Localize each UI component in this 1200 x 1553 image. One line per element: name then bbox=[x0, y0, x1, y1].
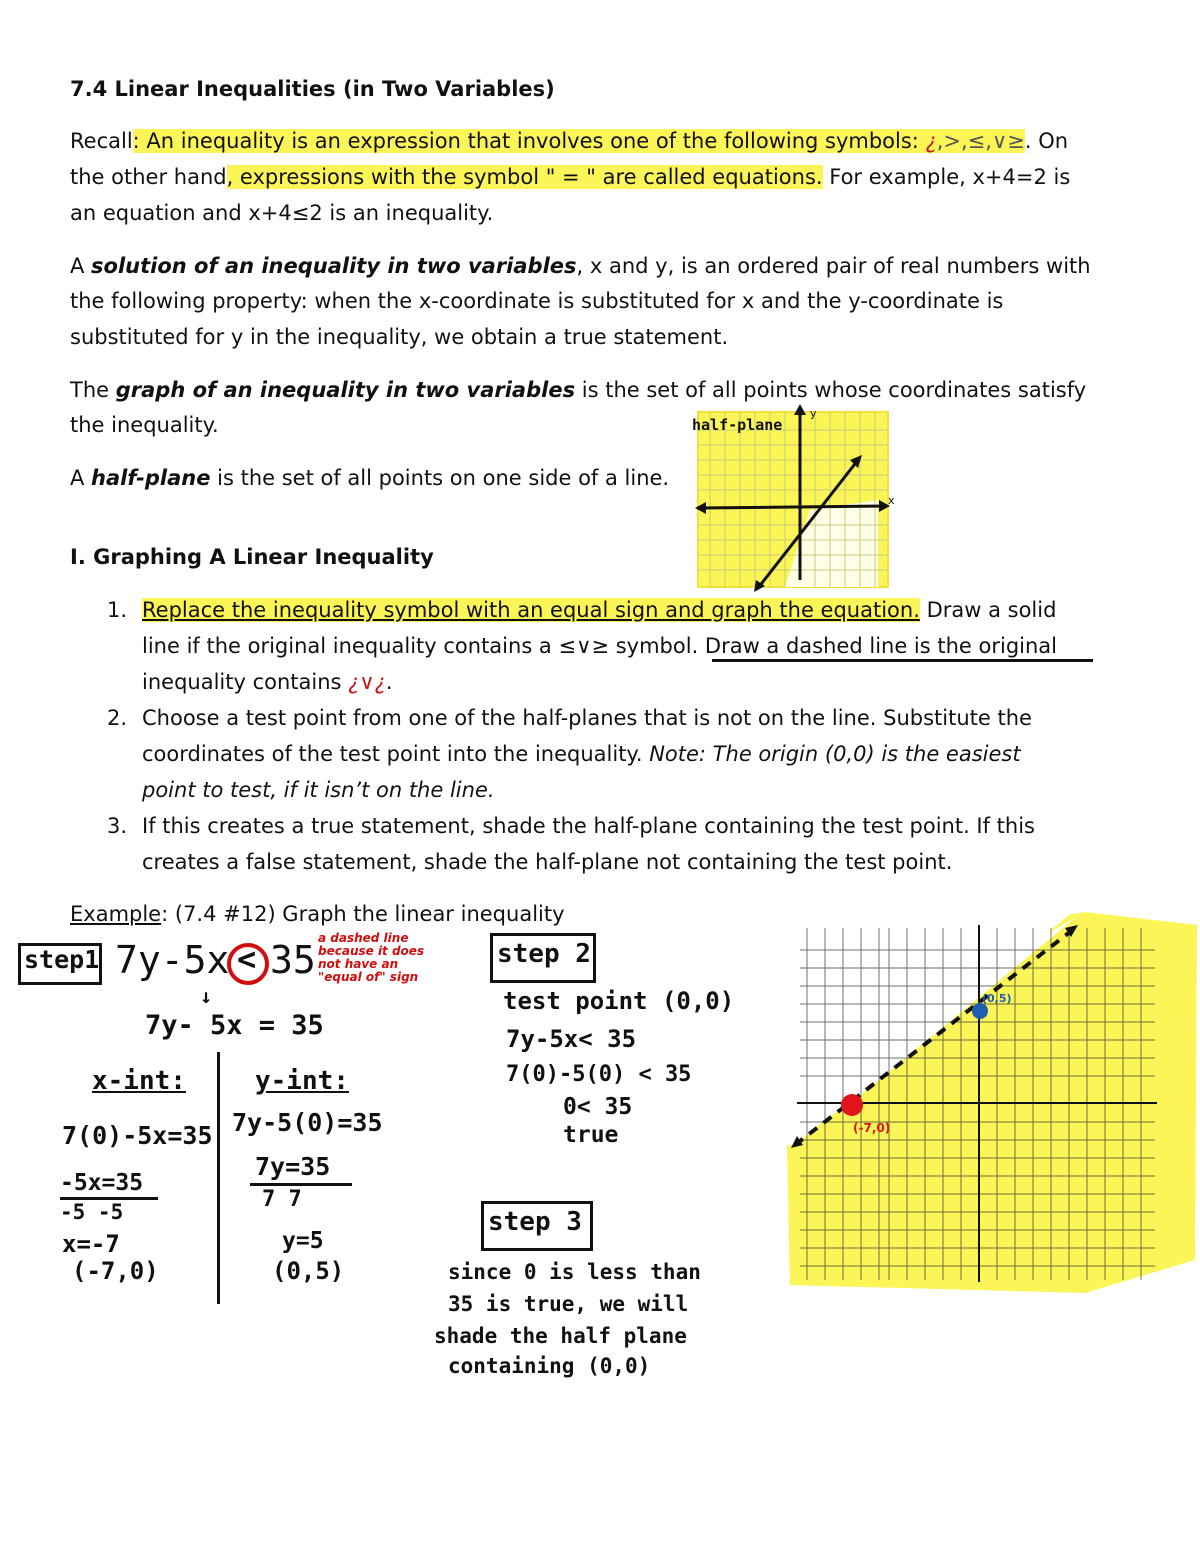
graph-def-term: graph of an inequality in two variables bbox=[115, 378, 576, 402]
example-graph bbox=[785, 910, 1200, 1295]
small-x-label: x bbox=[888, 494, 895, 507]
step-1-number: 1. bbox=[107, 598, 128, 622]
half-plane-graph bbox=[690, 400, 900, 595]
page-title: 7.4 Linear Inequalities (in Two Variables) bbox=[70, 77, 555, 101]
step3-line-3: shade the half plane bbox=[434, 1324, 687, 1348]
solution-post: , x and y, is an ordered pair of real numbers with bbox=[576, 254, 1091, 278]
section-title: I. Graphing A Linear Inequality bbox=[70, 545, 434, 569]
inequality-symbol: < bbox=[237, 940, 257, 978]
recall-l2-post: For example, x+4=2 is bbox=[822, 165, 1071, 189]
step-1-l3-pre: inequality contains bbox=[142, 670, 349, 694]
recall-l2-pre: the other hand bbox=[70, 165, 227, 189]
step2-line-4: 0< 35 bbox=[563, 1094, 633, 1120]
y-intercept-point bbox=[972, 1003, 988, 1019]
solution-line-1 bbox=[70, 252, 1091, 280]
step-2-line-2 bbox=[142, 740, 1021, 768]
inequality-left: 7y-5x bbox=[115, 938, 230, 982]
step3-line-2: 35 is true, we will bbox=[448, 1292, 689, 1316]
dashed-line-note: a dashed line because it does not have an "equal of" sign bbox=[318, 931, 425, 984]
step-2-l2-pre: coordinates of the test point into the inequality. bbox=[142, 742, 650, 766]
recall-text: : An inequality is an expression that involves one of the following symbols: bbox=[132, 129, 926, 153]
solution-line-2: the following property: when the x-coordinate is substituted for x and the y-coordinate is bbox=[70, 289, 1004, 313]
step3-line-4: containing (0,0) bbox=[448, 1354, 651, 1378]
solution-pre: A bbox=[70, 254, 92, 278]
step-3-line-1: If this creates a true statement, shade the half-plane containing the test point. If this bbox=[142, 814, 1036, 838]
x-intercept-point bbox=[841, 1094, 863, 1116]
recall-symbols: ,>,≤,∨≥ bbox=[936, 129, 1025, 153]
step2-line-5: true bbox=[563, 1122, 619, 1148]
equation-line: 7y- 5x = 35 bbox=[145, 1010, 324, 1041]
recall-highlight bbox=[133, 129, 1025, 153]
recall-l2-highlight: , expressions with the symbol " = " are called equations. bbox=[226, 165, 823, 189]
step-1-l3-post: . bbox=[385, 670, 393, 694]
xint-line-4: x=-7 bbox=[62, 1230, 120, 1258]
inequality-right: 35 bbox=[270, 938, 316, 982]
step2-line-3: 7(0)-5(0) < 35 bbox=[506, 1062, 692, 1087]
xint-point: (-7,0) bbox=[72, 1257, 159, 1285]
yint-line-3: 7 7 bbox=[262, 1187, 302, 1212]
xint-line-1: 7(0)-5x=35 bbox=[62, 1121, 213, 1150]
step3-line-1: since 0 is less than bbox=[448, 1260, 701, 1284]
solution-line-3: substituted for y in the inequality, we obtain a true statement. bbox=[70, 325, 729, 349]
yint-title: y-int: bbox=[255, 1066, 349, 1096]
example-label: Example bbox=[70, 902, 162, 926]
yint-point: (0,5) bbox=[272, 1257, 345, 1285]
step2-line-2: 7y-5x< 35 bbox=[506, 1025, 637, 1053]
graph-def-line-2: the inequality. bbox=[70, 413, 219, 437]
dashed-rule-underline bbox=[712, 659, 1093, 662]
step1-label: step1 bbox=[24, 945, 100, 974]
y-axis-arrow bbox=[794, 404, 806, 415]
recall-label: Recall bbox=[70, 129, 133, 153]
step2-line-1: test point (0,0) bbox=[503, 987, 735, 1015]
step-2-line-3: point to test, if it isn’t on the line. bbox=[142, 778, 495, 802]
step3-label: step 3 bbox=[488, 1207, 582, 1237]
yint-fraction-bar bbox=[250, 1183, 352, 1186]
small-y-label: y bbox=[810, 407, 817, 420]
step-1-l2-pre: line if the original inequality contains a ≤∨≥ symbol bbox=[142, 634, 692, 658]
step-3-number: 3. bbox=[107, 814, 128, 838]
xint-line-2: -5x=35 bbox=[60, 1170, 144, 1196]
graph-def-post: is the set of all points whose coordinates satisfy bbox=[575, 378, 1087, 402]
step-1-line-1 bbox=[142, 596, 1056, 624]
step-1-l1-post: Draw a solid bbox=[919, 598, 1057, 622]
xint-line-3: -5 -5 bbox=[60, 1200, 124, 1224]
recall-line-2 bbox=[70, 163, 1070, 191]
step-1-line-2 bbox=[142, 632, 1057, 660]
x-intercept-label: (-7,0) bbox=[853, 1121, 891, 1135]
step-2-note: Note: The origin (0,0) is the easiest bbox=[649, 742, 1021, 766]
step-2-number: 2. bbox=[107, 706, 128, 730]
halfplane-post: is the set of all points on one side of a line. bbox=[210, 466, 670, 490]
solution-term: solution of an inequality in two variables bbox=[91, 254, 577, 278]
example-text: : (7.4 #12) Graph the linear inequality bbox=[161, 902, 565, 926]
small-x-axis bbox=[700, 506, 885, 508]
recall-line-1 bbox=[70, 127, 1068, 155]
halfplane-term: half-plane bbox=[91, 466, 211, 490]
xint-title: x-int: bbox=[92, 1066, 186, 1096]
step-3-line-2: creates a false statement, shade the half-plane not containing the test point. bbox=[142, 850, 953, 874]
graph-def-pre: The bbox=[70, 378, 116, 402]
arrow-down-icon: ↓ bbox=[200, 984, 213, 1008]
yint-line-2: 7y=35 bbox=[255, 1152, 331, 1181]
column-divider bbox=[217, 1052, 220, 1304]
recall-line-3: an equation and x+4≤2 is an inequality. bbox=[70, 201, 494, 225]
step-1-line-3 bbox=[142, 668, 393, 696]
graph-def-line-1 bbox=[70, 376, 1086, 404]
recall-symbol: ¿ bbox=[925, 129, 937, 153]
step-1-highlight: Replace the inequality symbol with an equal sign and graph the equation. bbox=[142, 598, 920, 622]
step2-label: step 2 bbox=[497, 939, 591, 969]
step-1-l3-red: ¿∨¿ bbox=[348, 670, 386, 694]
example-line bbox=[70, 900, 565, 928]
yint-line-4: y=5 bbox=[282, 1228, 324, 1254]
step-2-line-1: Choose a test point from one of the half-planes that is not on the line. Substitute the bbox=[142, 706, 1032, 730]
yint-line-1: 7y-5(0)=35 bbox=[232, 1108, 383, 1137]
half-plane-label: half-plane bbox=[692, 416, 783, 434]
step-1-l2-post: . Draw a dashed line is the original bbox=[691, 634, 1058, 658]
halfplane-pre: A bbox=[70, 466, 92, 490]
recall-end: . On bbox=[1024, 129, 1069, 153]
halfplane-def bbox=[70, 464, 669, 492]
y-intercept-label: (0,5) bbox=[982, 992, 1012, 1005]
